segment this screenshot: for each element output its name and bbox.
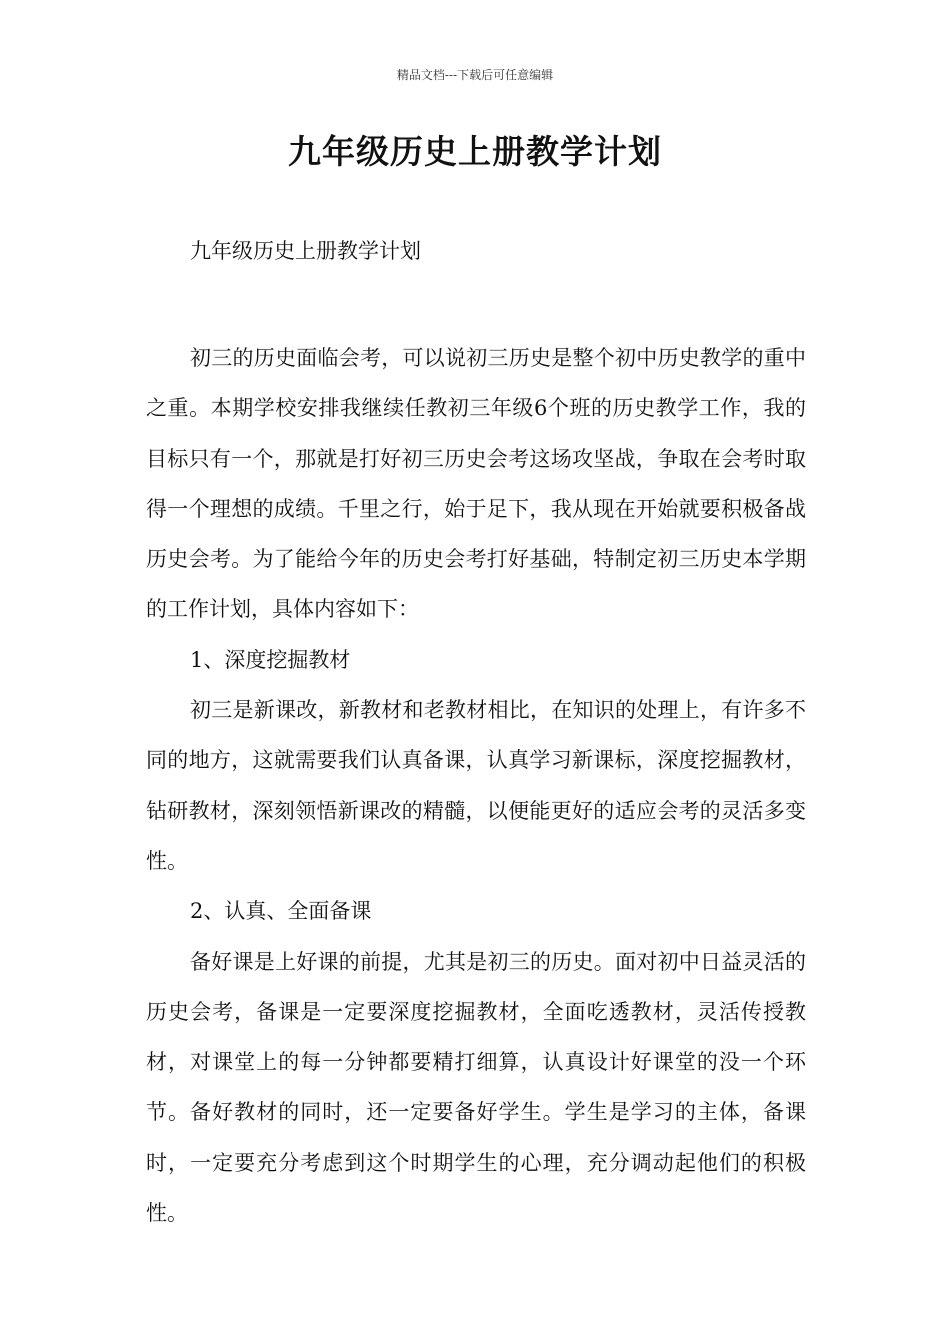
- document-subtitle: 九年级历史上册教学计划: [190, 239, 421, 263]
- section-2-paragraph: 备好课是上好课的前提，尤其是初三的历史。面对初中日益灵活的历史会考，备课是一定要深度挖掘教材，全面吃透教材，灵活传授教材，对课堂上的每一分钟都要精打细算，认真设计好课堂的没一个环节。备好教材的同时，还一定要备好学生。学生是学习的主体，备课时，一定要充分考虑到这个时期学生的心理，充分调动起他们的积极性。: [146, 949, 806, 1226]
- page-header-note: 精品文档---下载后可任意编辑: [396, 68, 554, 82]
- document-title: 九年级历史上册教学计划: [288, 132, 662, 171]
- section-heading-2: 2、认真、全面备课: [190, 899, 372, 924]
- section-1-paragraph: 初三是新课改，新教材和老教材相比，在知识的处理上，有许多不同的地方，这就需要我们认真备课，认真学习新课标，深度挖掘教材，钻研教材，深刻领悟新课改的精髓，以便能更好的适应会考的灵活多变性。: [146, 698, 806, 873]
- section-heading-1: 1、深度挖掘教材: [190, 647, 351, 672]
- document-body: [146, 333, 806, 1238]
- intro-paragraph: 初三的历史面临会考，可以说初三历史是整个初中历史教学的重中之重。本期学校安排我继续任教初三年级6个班的历史教学工作，我的目标只有一个，那就是打好初三历史会考这场攻坚战，争取在会考时取得一个理想的成绩。千里之行，始于足下，我从现在开始就要积极备战历史会考。为了能给今年的历史会考打好基础，特制定初三历史本学期的工作计划，具体内容如下：: [146, 346, 806, 622]
